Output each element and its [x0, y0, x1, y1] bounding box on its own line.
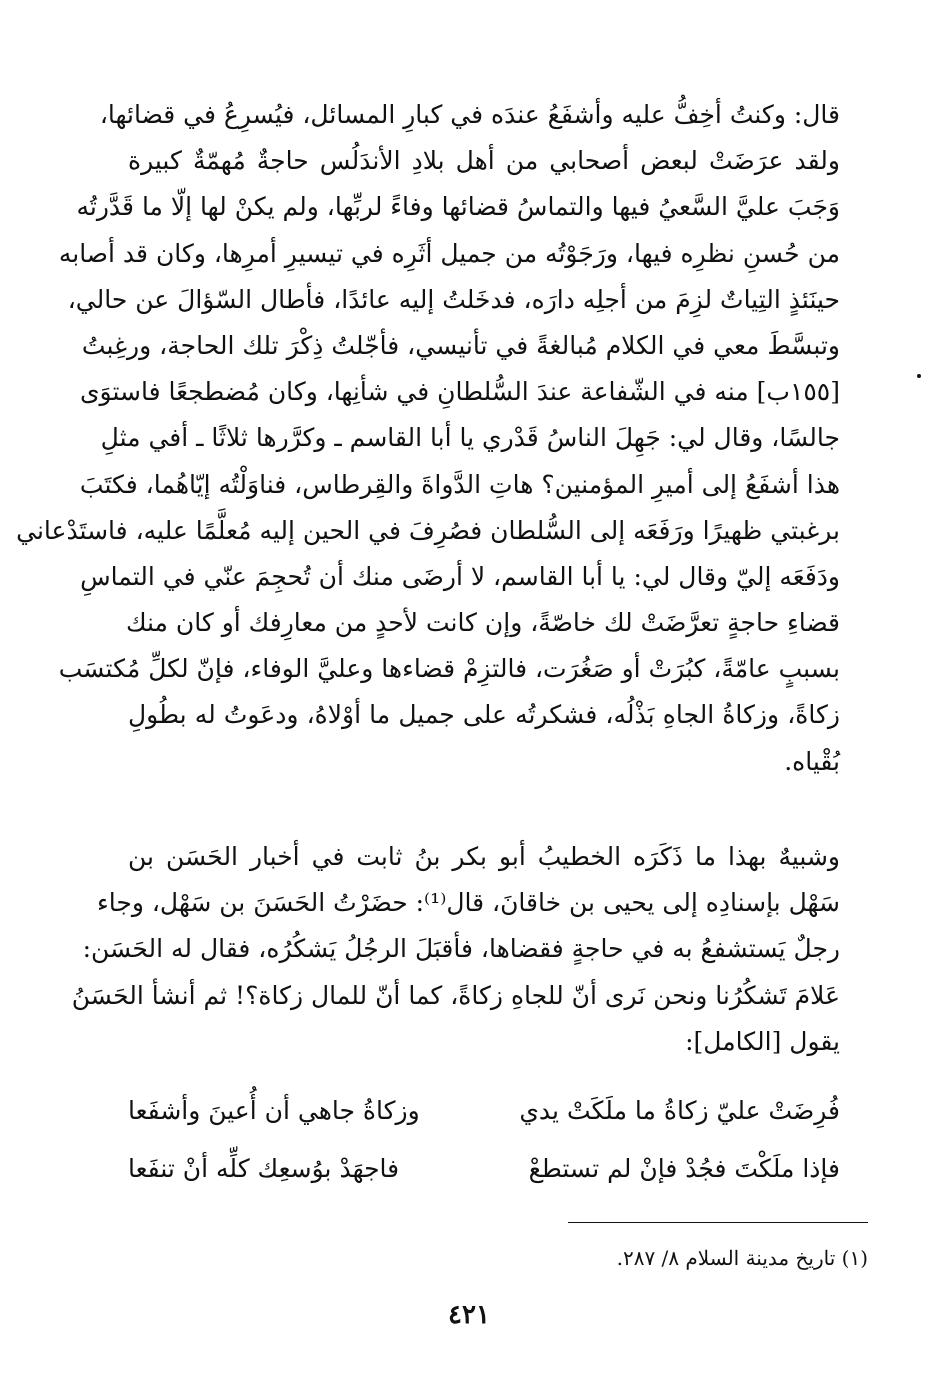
- paragraph-1: [16, 92, 840, 785]
- text-line: وشبيهٌ بهذا ما ذَكَرَه الخطيبُ أبو بكر بنُ ثابت في أخبار الحَسَن بن: [128, 842, 840, 871]
- text-line: من حُسنِ نظرِه فيها، ورَجَوْتُه من جميل أثَرِه في تيسيرِ أمرِها، وكان قد أصابه: [58, 238, 840, 268]
- text-line: بسببٍ عامّةً، كبُرَتْ أو صَغُرَت، فالتزِمْ قضاءها وعليَّ الوفاء، فإنّ لكلِّ مُكتسَب: [58, 654, 840, 684]
- verse-second-hemistich: فاجهَدْ بوُسعِك كلِّه أنْ تنفَعا: [128, 1154, 400, 1183]
- text-line: عَلامَ تَشكُرُنا ونحن نَرى أنّ للجاهِ زكاةً، كما أنّ للمال زكاة؟! ثم أنشأ الحَسَنُ: [71, 980, 840, 1010]
- text-line: وَجَبَ عليَّ السَّعيُ فيها والتماسُ قضائها وفاءً لربِّها، ولم يكنْ لها إلّا ما قَدَّرتُه: [76, 192, 840, 222]
- text-line: سَهْل بإسنادِه إلى يحيى بن خاقانَ، قال⁽¹⁾: حضَرْتُ الحَسَنَ بن سَهْل، وجاء: [97, 888, 840, 918]
- footnote-separator: [568, 1222, 868, 1223]
- text-line: حينَئذٍ التِياتٌ لزِمَ من أجلِه دارَه، فدخَلتُ إليه عائدًا، فأطال السّؤالَ عن حالي،: [67, 284, 840, 314]
- text-line: زكاةً، وزكاةُ الجاهِ بَذْلُه، فشكرتُه على جميل ما أوْلاهُ، ودعَوتُ له بطُولِ: [128, 700, 840, 730]
- text-line: قضاءِ حاجةٍ تعرَّضَتْ لك خاصّةً، وإن كانت لأحدٍ من معارِفك أو كان منك: [125, 608, 840, 638]
- text-line: قال: وكنتُ أخِفُّ عليه وأشفَعُ عندَه في كبارِ المسائل، فيُسرِعُ في قضائها،: [99, 100, 840, 129]
- verse-first-hemistich: فإذا ملَكْتَ فجُدْ فإنْ لم تستطعْ: [528, 1154, 840, 1183]
- text-line: رجلٌ يَستشفعُ به في حاجةٍ فقضاها، فأقبَلَ الرجُلُ يَشكُرُه، فقال له الحَسَن:: [82, 934, 840, 964]
- footnote: (١) تاريخ مدينة السلام ٨/ ٢٨٧.: [616, 1246, 868, 1270]
- paragraph-2: [71, 834, 840, 1065]
- text-line: برغبتي ظهيرًا ورَفَعَه إلى السُّلطان فصُرِفَ في الحين إليه مُعلَّمًا عليه، فاستَدْعاني: [16, 515, 840, 545]
- text-line: بُقْياه.: [784, 746, 840, 776]
- text-line: هذا أشفَعُ إلى أميرِ المؤمنين؟ هاتِ الدَّواةَ والقِرطاس، فناوَلْتُه إيّاهُما، فكتَبَ: [79, 469, 840, 499]
- verse-second-hemistich: وزكاةُ جاهي أن أُعينَ وأشفَعا: [128, 1096, 420, 1125]
- verse-first-hemistich: فُرِضَتْ عليّ زكاةُ ما ملَكَتْ يدي: [519, 1096, 840, 1125]
- text-line: جالسًا، وقال لي: جَهِلَ الناسُ قَدْري يا أبا القاسم ـ وكرَّرها ثلاثًا ـ أفي مثلِ: [100, 423, 840, 453]
- text-line: [١٥٥ب] منه في الشّفاعة عندَ السُّلطانِ في شأنِها، وكان مُضطجعًا فاستوَى: [79, 377, 840, 407]
- page-number: ٤٢١: [448, 1300, 490, 1330]
- text-line: ودَفَعَه إليّ وقال لي: يا أبا القاسم، لا أرضَى منك أن تُحجِمَ عنّي في التماسِ: [80, 561, 840, 591]
- verse-line: [128, 1082, 840, 1140]
- verse-line: [128, 1140, 840, 1198]
- text-line: وتبسَّطَ معي في الكلام مُبالغةً في تأنيسي، فأجّلتُ ذِكْرَ تلك الحاجة، ورغِبتُ: [81, 330, 840, 360]
- text-line: يقول [الكامل]:: [685, 1026, 840, 1056]
- margin-dot: [917, 374, 921, 378]
- poem-verses: [128, 1082, 840, 1198]
- text-line: ولقد عرَضَتْ لبعض أصحابي من أهل بلادِ الأندَلُس حاجةٌ مُهمّةٌ كبيرة: [128, 146, 840, 176]
